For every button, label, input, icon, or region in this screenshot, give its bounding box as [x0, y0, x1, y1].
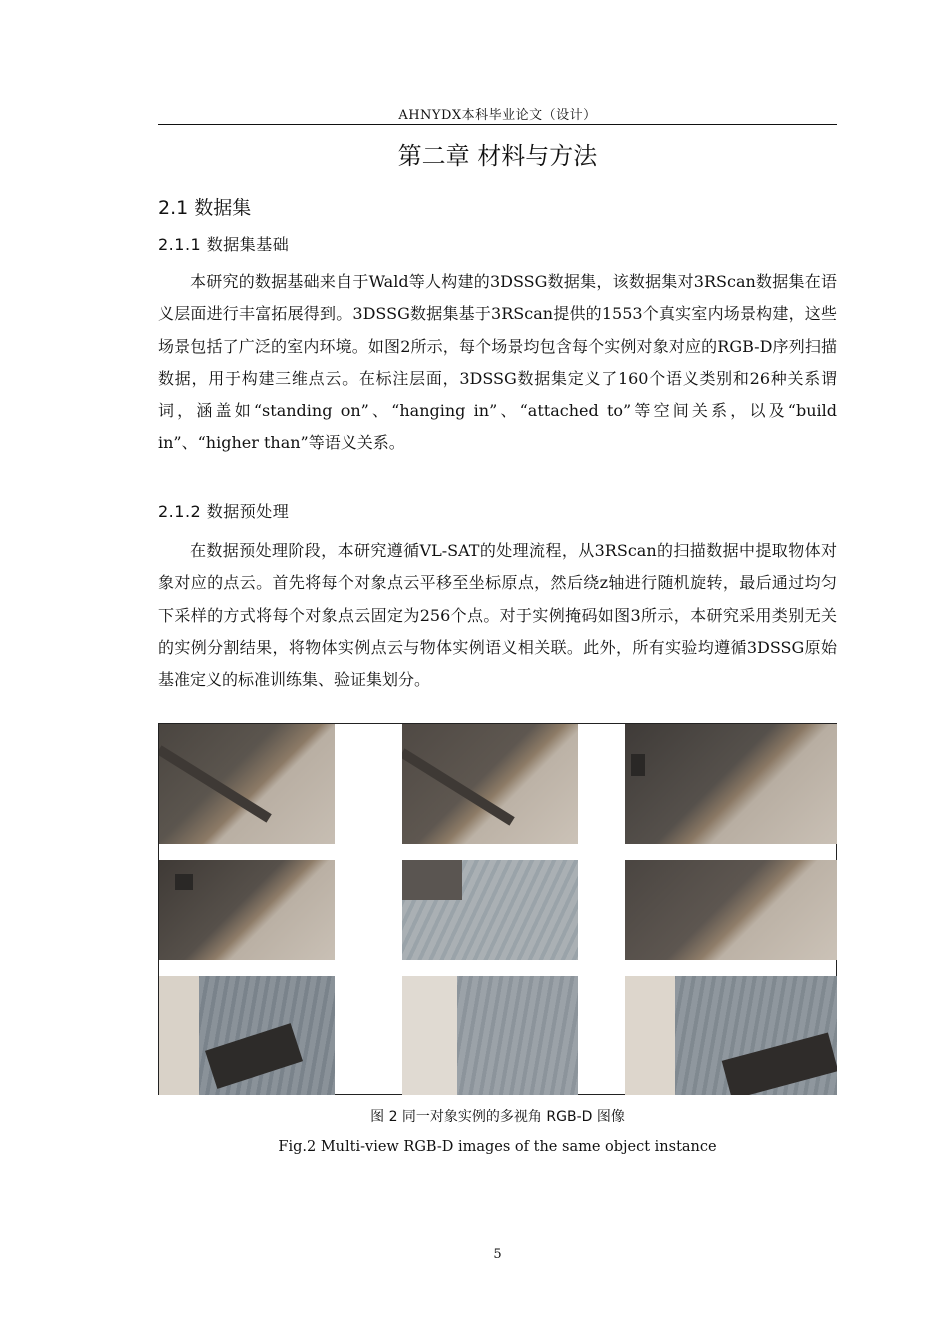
view-image-8 — [402, 976, 578, 1095]
section-heading-2-1-2: 2.1.2 数据预处理 — [158, 502, 290, 521]
view-image-9 — [625, 976, 837, 1095]
figure-multiview-grid — [158, 723, 837, 1095]
paragraph-dataset-basis: 本研究的数据基础来自于Wald等人构建的3DSSG数据集，该数据集对3RScan数据集在语义层面进行丰富拓展得到。3DSSG数据集基于3RScan提供的1553个真实室内场景构建，这些场景包括了广泛的室内环境。如图2所示，每个场景均包含每个实例对象对应的RGB-D序列扫描数据，用于构建三维点云。在标注层面，3DSSG数据集定义了160个语义类别和26种关系谓词，涵盖如“standing on”、“hanging in”、“attached to”等空间关系，以及“build in”、“higher than”等语义关系。 — [158, 272, 837, 453]
view-image-5 — [402, 860, 578, 960]
paragraph-preprocessing: 在数据预处理阶段，本研究遵循VL-SAT的处理流程，从3RScan的扫描数据中提取物体对象对应的点云。首先将每个对象点云平移至坐标原点，然后绕z轴进行随机旋转，最后通过均匀下采样的方式将每个对象点云固定为256个点。对于实例掩码如图3所示，本研究采用类别无关的实例分割结果，将物体实例点云与物体实例语义相关联。此外，所有实验均遵循3DSSG原始基准定义的标准训练集、验证集划分。 — [158, 541, 837, 690]
view-image-6 — [625, 860, 837, 960]
view-image-3 — [625, 724, 837, 844]
running-header: AHNYDX本科毕业论文（设计） — [398, 108, 597, 123]
figure-caption-english: Fig.2 Multi-view RGB-D images of the same object instance — [278, 1139, 717, 1155]
view-image-2 — [402, 724, 578, 844]
view-image-4 — [159, 860, 335, 960]
header-rule — [158, 124, 837, 125]
view-image-1 — [159, 724, 335, 844]
figure-caption-chinese: 图 2 同一对象实例的多视角 RGB-D 图像 — [370, 1109, 625, 1125]
page-number: 5 — [493, 1247, 502, 1262]
chapter-title: 第二章 材料与方法 — [397, 142, 598, 170]
section-heading-2-1-1: 2.1.1 数据集基础 — [158, 235, 290, 254]
view-image-7 — [159, 976, 335, 1095]
section-heading-2-1: 2.1 数据集 — [158, 197, 252, 219]
